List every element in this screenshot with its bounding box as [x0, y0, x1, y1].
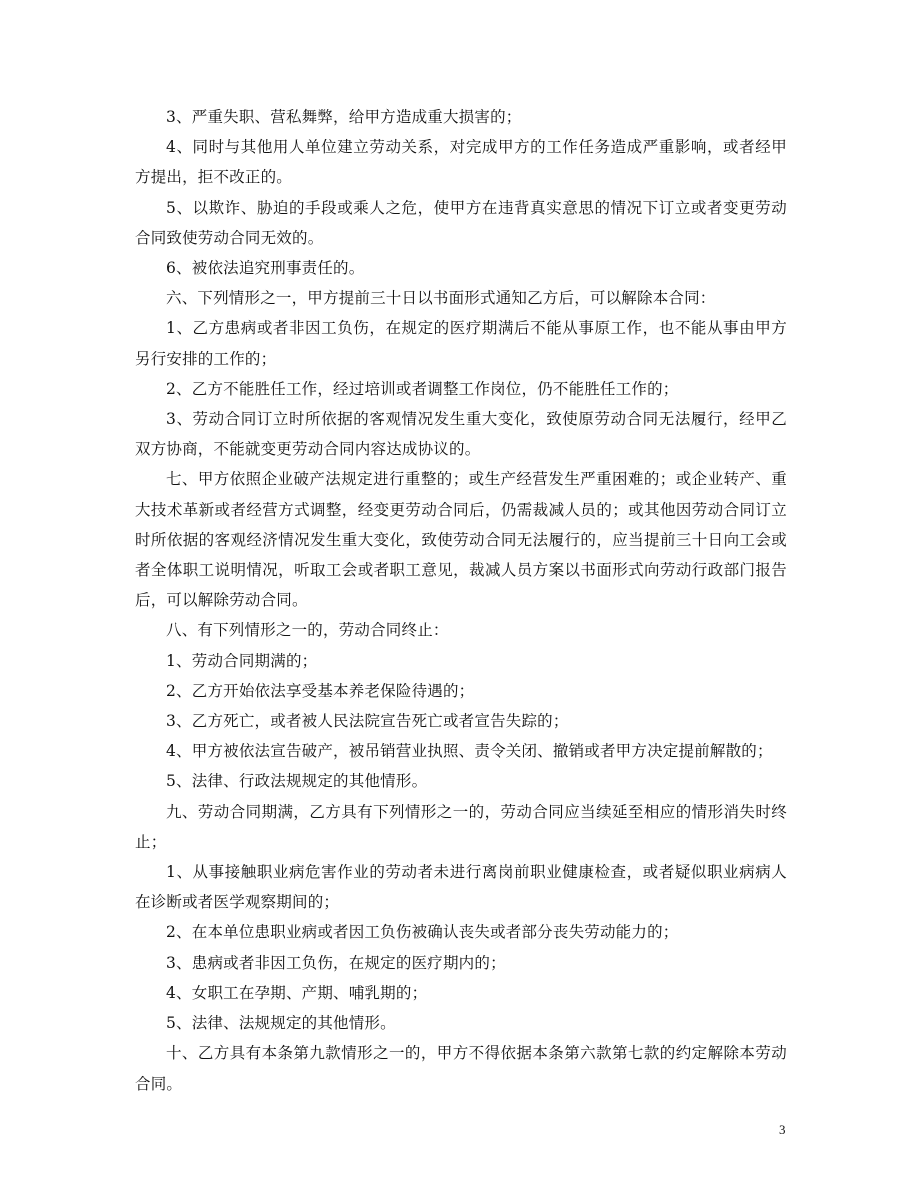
section-9-item-1: 1、从事接触职业病危害作业的劳动者未进行离岗前职业健康检查，或者疑似职业病病人在诊断或者医学观察期间的； [135, 863, 787, 912]
section-8-item-3: 3、乙方死亡，或者被人民法院宣告死亡或者宣告失踪的； [166, 712, 569, 731]
section-8-item-5: 5、法律、行政法规规定的其他情形。 [166, 772, 428, 791]
page-number: 3 [779, 1122, 786, 1137]
paragraph-4-concurrent-employment: 4、同时与其他用人单位建立劳动关系，对完成甲方的工作任务造成严重影响，或者经甲方提出，拒不改正的。 [135, 138, 787, 187]
section-9-heading: 九、劳动合同期满，乙方具有下列情形之一的，劳动合同应当续延至相应的情形消失时终止； [135, 802, 787, 851]
section-8-heading: 八、有下列情形之一的，劳动合同终止： [166, 621, 449, 640]
paragraph-6-criminal-liability: 6、被依法追究刑事责任的。 [166, 259, 365, 278]
document-body [135, 102, 787, 1099]
section-8-item-4: 4、甲方被依法宣告破产，被吊销营业执照、责令关闭、撤销或者甲方决定提前解散的； [166, 742, 773, 761]
section-9-item-5: 5、法律、法规规定的其他情形。 [166, 1014, 396, 1033]
section-9-item-4: 4、女职工在孕期、产期、哺乳期的； [166, 983, 428, 1002]
section-9-item-2: 2、在本单位患职业病或者因工负伤被确认丧失或者部分丧失劳动能力的； [166, 923, 679, 942]
section-6-heading: 六、下列情形之一，甲方提前三十日以书面形式通知乙方后，可以解除本合同： [166, 289, 716, 308]
section-8-item-1: 1、劳动合同期满的； [166, 651, 318, 670]
section-9-item-3: 3、患病或者非因工负伤，在规定的医疗期内的； [166, 953, 506, 972]
paragraph-5-fraud-duress: 5、以欺诈、胁迫的手段或乘人之危，使甲方在违背真实意思的情况下订立或者变更劳动合同致使劳动合同无效的。 [135, 198, 787, 247]
section-6-item-1: 1、乙方患病或者非因工负伤，在规定的医疗期满后不能从事原工作，也不能从事由甲方另行安排的工作的； [135, 319, 787, 368]
paragraph-3-serious-dereliction: 3、严重失职、营私舞弊，给甲方造成重大损害的； [166, 108, 522, 126]
section-8-item-2: 2、乙方开始依法享受基本养老保险待遇的； [166, 681, 475, 700]
section-10-paragraph: 十、乙方具有本条第九款情形之一的，甲方不得依据本条第六款第七款的约定解除本劳动合同。 [135, 1044, 787, 1093]
section-7-paragraph: 七、甲方依照企业破产法规定进行重整的；或生产经营发生严重困难的；或企业转产、重大技术革新或者经营方式调整，经变更劳动合同后，仍需裁减人员的；或其他因劳动合同订立时所依据的客观经济情况发生重大变化，致使劳动合同无法履行的，应当提前三十日向工会或者全体职工说明情况，听取工会或者职工意见，裁减人员方案以书面形式向劳动行政部门报告后，可以解除劳动合同。 [135, 470, 787, 610]
section-6-item-3: 3、劳动合同订立时所依据的客观情况发生重大变化，致使原劳动合同无法履行，经甲乙双方协商，不能就变更劳动合同内容达成协议的。 [135, 410, 787, 459]
section-6-item-2: 2、乙方不能胜任工作，经过培训或者调整工作岗位，仍不能胜任工作的； [166, 379, 679, 398]
